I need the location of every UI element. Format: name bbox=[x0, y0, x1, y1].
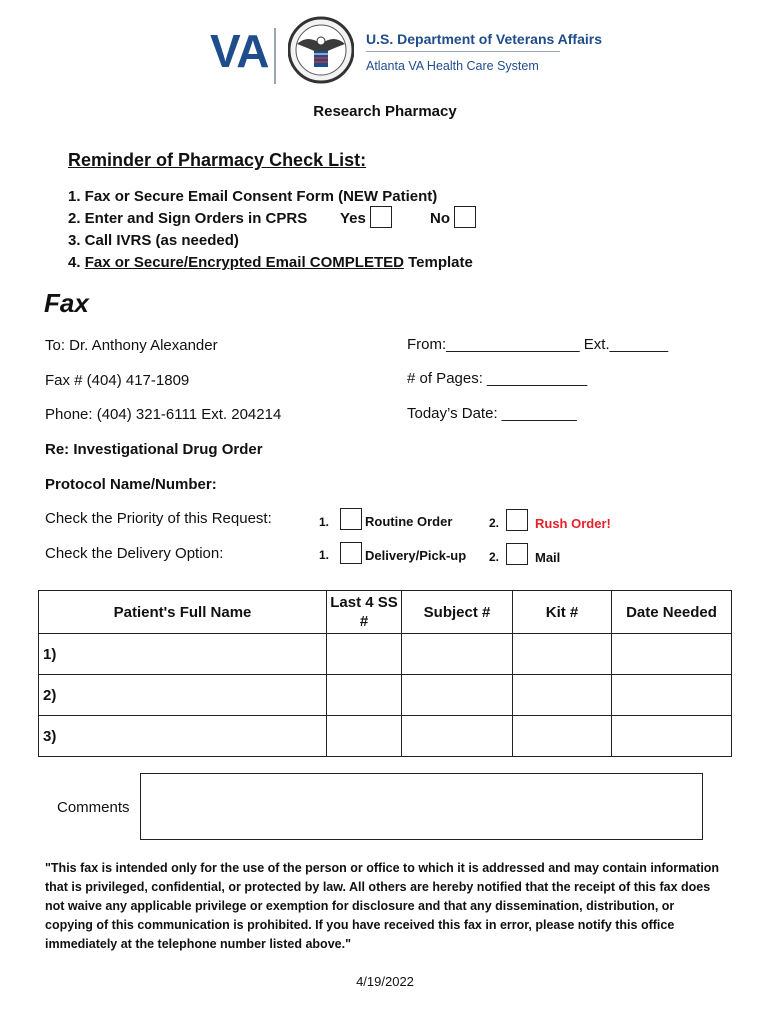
row-2-last4-ss[interactable] bbox=[327, 675, 402, 716]
delivery-pickup-label: Delivery/Pick-up bbox=[365, 548, 467, 563]
row-3-date-needed[interactable] bbox=[612, 716, 732, 757]
confidentiality-disclaimer: "This fax is intended only for the use of the person or office to which it is addressed and may contain information that is privileged, confidential, or protected by law. All others are hereby notified that the receipt of this fax does not waive any applicable privilege or exemption for disclosure and that any dissemination, distribution, or copying of this communication is prohibited. If you have received this fax in error, please notify this office immediately at the telephone number listed above." bbox=[45, 861, 720, 951]
rush-order-checkbox[interactable] bbox=[506, 509, 528, 531]
reminder-title: Reminder of Pharmacy Check List: bbox=[68, 150, 367, 170]
header-patient-name: Patient's Full Name bbox=[39, 591, 327, 634]
row-1-subject-number[interactable] bbox=[402, 634, 513, 675]
va-logo-text: VA bbox=[210, 25, 269, 77]
patient-table bbox=[38, 590, 732, 757]
row-3-subject-number[interactable] bbox=[402, 716, 513, 757]
va-seal-icon bbox=[288, 14, 354, 86]
pharmacy-checklist bbox=[68, 186, 473, 274]
header-subject-number: Subject # bbox=[402, 591, 513, 634]
protocol-line: Protocol Name/Number: bbox=[45, 476, 217, 493]
table-header-row bbox=[39, 591, 732, 634]
rush-order-label: Rush Order! bbox=[535, 516, 611, 531]
row-2-kit-number[interactable] bbox=[513, 675, 612, 716]
table-row bbox=[39, 716, 732, 757]
routine-order-label: Routine Order bbox=[365, 514, 453, 529]
re-line: Re: Investigational Drug Order bbox=[45, 441, 263, 458]
from-line: From:________________ Ext._______ bbox=[407, 336, 669, 353]
comments-label: Comments bbox=[57, 799, 130, 816]
header-last4-ss: Last 4 SS # bbox=[327, 591, 402, 634]
mail-label: Mail bbox=[535, 550, 561, 565]
no-label: No bbox=[430, 210, 450, 227]
fax-number-line: Fax # (404) 417-1809 bbox=[45, 372, 190, 389]
pages-line: # of Pages: ____________ bbox=[407, 370, 588, 387]
checklist-item-2 bbox=[68, 208, 473, 230]
table-row bbox=[39, 675, 732, 716]
fax-title: Fax bbox=[44, 288, 89, 318]
health-system-name: Atlanta VA Health Care System bbox=[366, 59, 539, 73]
checklist-item-3: 3. Call IVRS (as needed) bbox=[68, 232, 239, 249]
row-2-date-needed[interactable] bbox=[612, 675, 732, 716]
priority-opt1-num: 1. bbox=[319, 515, 330, 529]
department-name: U.S. Department of Veterans Affairs bbox=[366, 31, 602, 47]
research-title: Research Pharmacy bbox=[313, 103, 457, 120]
todays-date-line: Today’s Date: _________ bbox=[407, 405, 577, 422]
to-line: To: Dr. Anthony Alexander bbox=[45, 337, 218, 354]
priority-opt2-num: 2. bbox=[489, 516, 500, 530]
checklist-item-4-num: 4. bbox=[68, 254, 85, 271]
row-2-subject-number[interactable] bbox=[402, 675, 513, 716]
row-1-patient-name[interactable]: 1) bbox=[39, 634, 327, 675]
checklist-item-4-rest: Template bbox=[403, 254, 473, 271]
row-1-last4-ss[interactable] bbox=[327, 634, 402, 675]
row-3-last4-ss[interactable] bbox=[327, 716, 402, 757]
comments-field[interactable] bbox=[140, 773, 703, 840]
yes-checkbox[interactable] bbox=[370, 206, 392, 228]
table-row bbox=[39, 634, 732, 675]
row-2-patient-name[interactable]: 2) bbox=[39, 675, 327, 716]
row-3-patient-name[interactable]: 3) bbox=[39, 716, 327, 757]
footer-date: 4/19/2022 bbox=[356, 974, 414, 989]
header-kit-number: Kit # bbox=[513, 591, 612, 634]
header-date-needed: Date Needed bbox=[612, 591, 732, 634]
delivery-opt1-num: 1. bbox=[319, 548, 330, 562]
delivery-label: Check the Delivery Option: bbox=[45, 545, 224, 562]
checklist-item-4-underlined: Fax or Secure/Encrypted Email COMPLETED bbox=[84, 254, 404, 271]
checklist-item-4 bbox=[68, 252, 473, 274]
checklist-item-2-text: 2. Enter and Sign Orders in CPRS bbox=[68, 210, 308, 227]
no-checkbox[interactable] bbox=[454, 206, 476, 228]
row-1-kit-number[interactable] bbox=[513, 634, 612, 675]
yes-label: Yes bbox=[340, 210, 366, 227]
phone-line: Phone: (404) 321-6111 Ext. 204214 bbox=[45, 406, 282, 423]
row-3-kit-number[interactable] bbox=[513, 716, 612, 757]
delivery-opt2-num: 2. bbox=[489, 550, 500, 564]
routine-order-checkbox[interactable] bbox=[340, 508, 362, 530]
row-1-date-needed[interactable] bbox=[612, 634, 732, 675]
priority-label: Check the Priority of this Request: bbox=[45, 510, 272, 527]
delivery-pickup-checkbox[interactable] bbox=[340, 542, 362, 564]
mail-checkbox[interactable] bbox=[506, 543, 528, 565]
checklist-item-1: 1. Fax or Secure Email Consent Form (NEW Patient) bbox=[68, 188, 438, 205]
header-rule bbox=[366, 51, 560, 52]
logo-divider bbox=[274, 28, 276, 84]
